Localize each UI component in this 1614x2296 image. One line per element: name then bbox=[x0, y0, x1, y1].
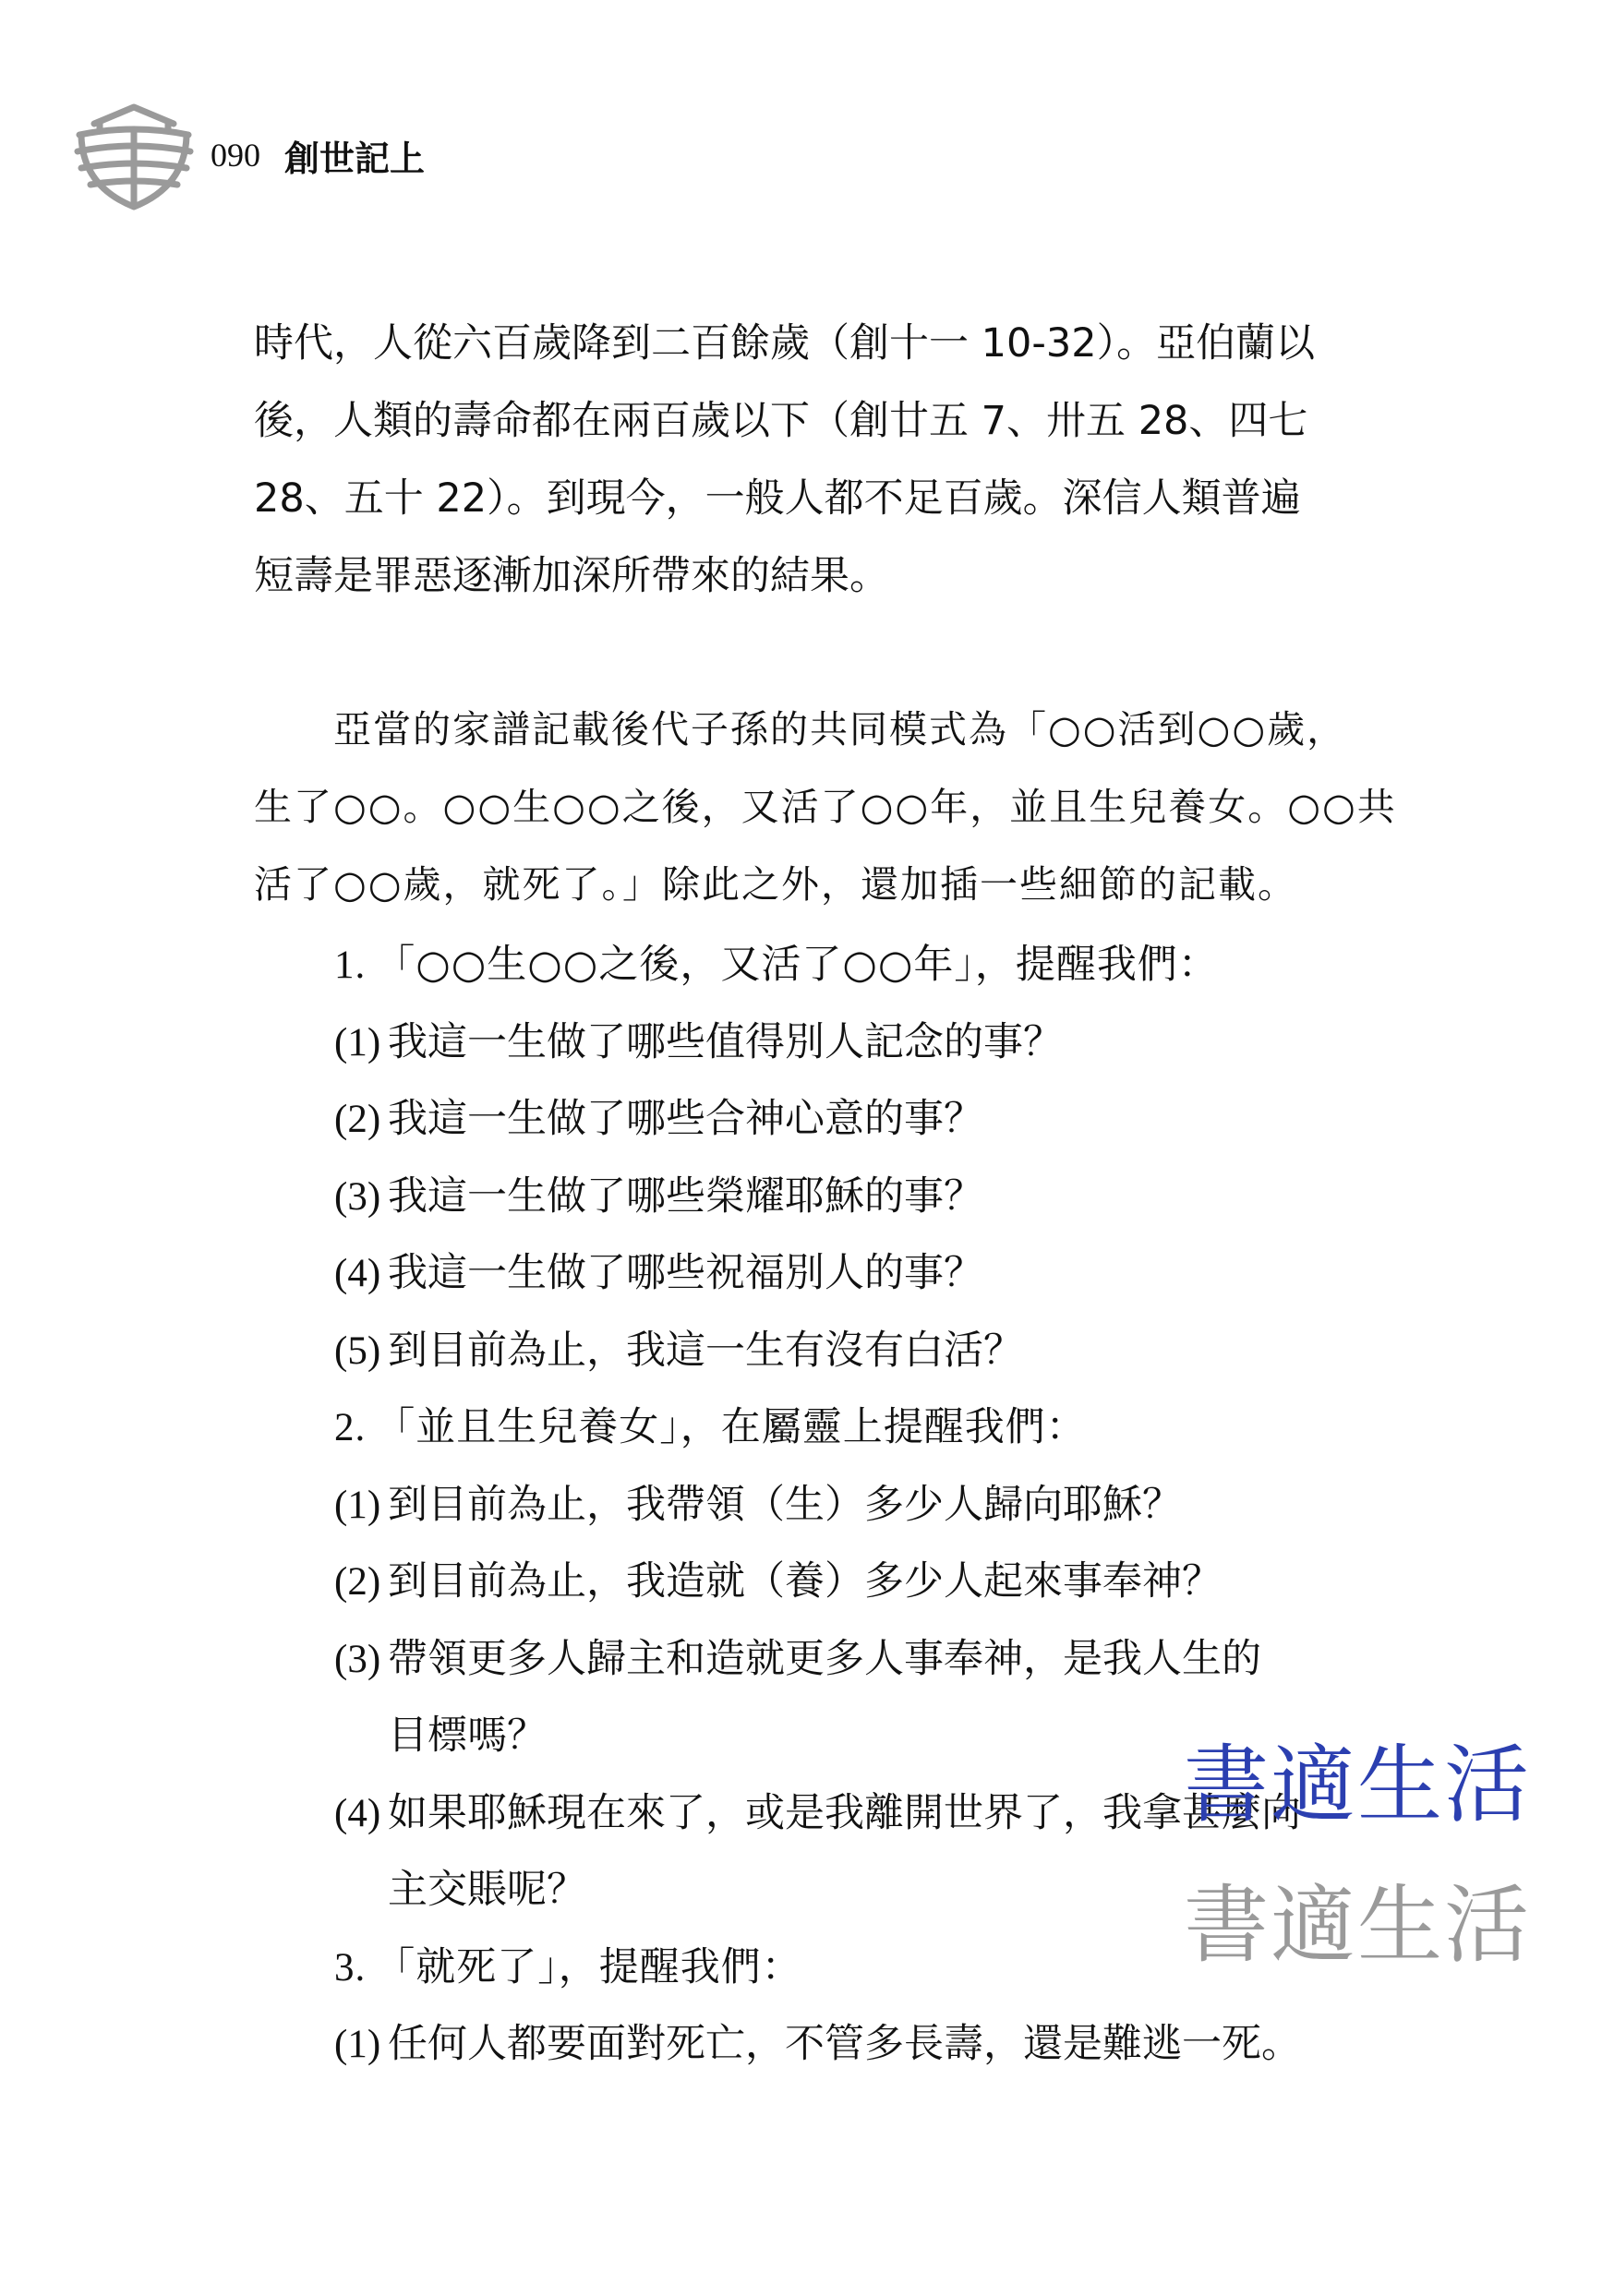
list-item bbox=[334, 1467, 1396, 1545]
item-text: 帶領更多人歸主和造就更多人事奉神，是我人生的 bbox=[388, 1635, 1261, 1682]
section-number: 1. bbox=[334, 944, 367, 987]
item-text: 到目前為止，我這一生有沒有白活？ bbox=[388, 1327, 1023, 1374]
text-line: 活了○○歲，就死了。」除此之外，還加插一些細節的記載。 bbox=[254, 862, 1298, 907]
text-line: 時代，人從六百歲降到二百餘歲（創十一 10-32）。亞伯蘭以 bbox=[254, 320, 1316, 367]
item-marker: (3) bbox=[334, 1174, 381, 1219]
section-heading-1 bbox=[334, 927, 1396, 1004]
list-item bbox=[334, 1159, 1396, 1236]
text-line: 28、五十 22）。到現今，一般人都不足百歲。深信人類普遍 bbox=[254, 475, 1301, 522]
watermark-blue: 書適生活 bbox=[1184, 1736, 1532, 1834]
page-number: 090 bbox=[211, 137, 260, 174]
section-number: 2. bbox=[334, 1406, 367, 1449]
list-item bbox=[334, 1544, 1396, 1621]
section-heading-text: 「並且生兒養女」，在屬靈上提醒我們： bbox=[375, 1404, 1087, 1450]
item-text: 如果耶穌現在來了，或是我離開世界了，我拿甚麼向 bbox=[388, 1789, 1301, 1836]
section-heading-text: 「就死了」，提醒我們： bbox=[375, 1943, 802, 1990]
item-marker: (1) bbox=[334, 1483, 381, 1527]
section-heading-2 bbox=[334, 1389, 1396, 1467]
section-number: 3. bbox=[334, 1945, 367, 1989]
item-text: 我這一生做了哪些榮耀耶穌的事？ bbox=[388, 1172, 983, 1220]
book-title: 創世記上 bbox=[284, 137, 426, 179]
item-marker: (1) bbox=[334, 1020, 381, 1064]
item-text: 到目前為止，我帶領（生）多少人歸向耶穌？ bbox=[388, 1481, 1182, 1528]
item-marker: (1) bbox=[334, 2023, 381, 2066]
paragraph-genealogy-pattern bbox=[254, 691, 1397, 923]
item-text: 到目前為止，我造就（養）多少人起來事奉神？ bbox=[388, 1558, 1222, 1605]
list-item-continuation: 目標嗎？ bbox=[388, 1713, 547, 1759]
list-item bbox=[334, 1621, 1396, 1699]
item-marker: (5) bbox=[334, 1328, 381, 1373]
item-text: 我這一生做了哪些值得別人記念的事？ bbox=[388, 1018, 1063, 1065]
text-line: 生了○○。○○生○○之後，又活了○○年，並且生兒養女。○○共 bbox=[254, 785, 1397, 829]
list-item-continuation: 主交賬呢？ bbox=[388, 1867, 586, 1913]
list-item bbox=[334, 2006, 1396, 2084]
list-item bbox=[334, 1081, 1396, 1159]
item-marker: (2) bbox=[334, 1560, 381, 1604]
watermark-gray: 書適生活 bbox=[1184, 1876, 1532, 1975]
text-line: 後，人類的壽命都在兩百歲以下（創廿五 7、卅五 28、四七 bbox=[254, 398, 1308, 444]
list-item bbox=[334, 1313, 1396, 1390]
page-header bbox=[74, 100, 425, 210]
item-text: 我這一生做了哪些祝福別人的事？ bbox=[388, 1250, 983, 1296]
paragraph-lifespan bbox=[254, 305, 1362, 615]
item-marker: (4) bbox=[334, 1791, 381, 1835]
text-line: 亞當的家譜記載後代子孫的共同模式為「○○活到○○歲， bbox=[254, 707, 1347, 751]
book-ark-logo-icon bbox=[74, 100, 194, 210]
item-marker: (3) bbox=[334, 1637, 381, 1681]
item-marker: (4) bbox=[334, 1252, 381, 1295]
list-item bbox=[334, 1004, 1396, 1082]
list-item bbox=[334, 1235, 1396, 1313]
section-heading-text: 「○○生○○之後，又活了○○年」，提醒我們： bbox=[375, 942, 1219, 988]
text-line: 短壽是罪惡逐漸加深所帶來的結果。 bbox=[254, 553, 889, 599]
item-text: 任何人都要面對死亡，不管多長壽，還是難逃一死。 bbox=[388, 2021, 1301, 2067]
item-text: 我這一生做了哪些合神心意的事？ bbox=[388, 1096, 983, 1142]
item-marker: (2) bbox=[334, 1098, 381, 1141]
